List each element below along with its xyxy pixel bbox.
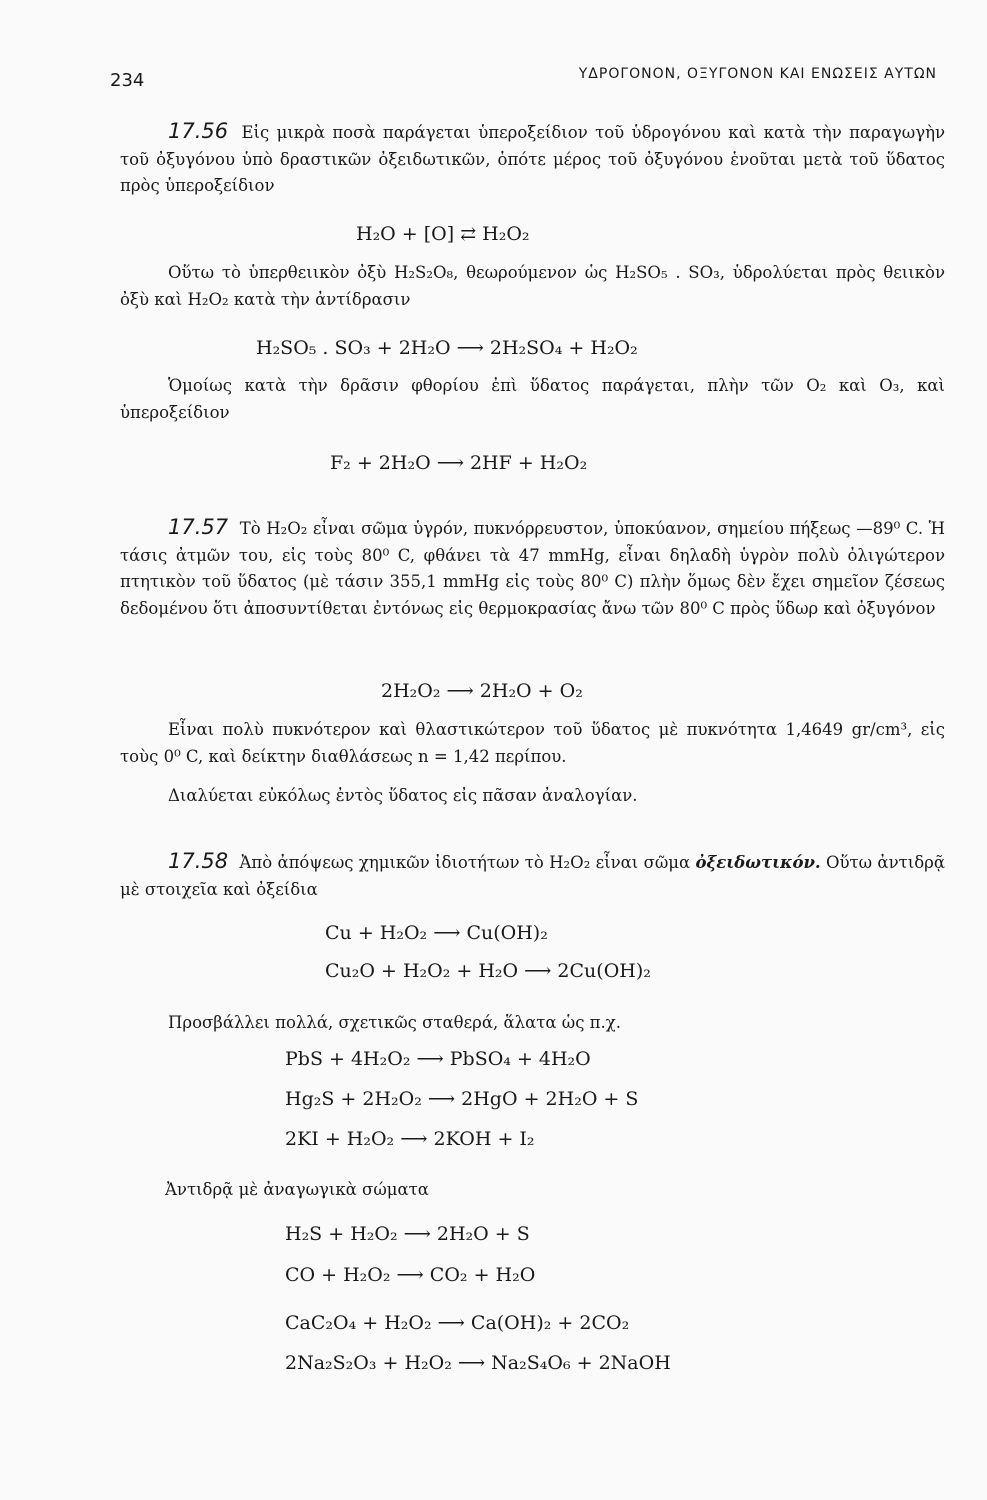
equation: H₂S + H₂O₂ ⟶ 2H₂O + S [285,1223,530,1245]
section-number: 17.57 [168,515,229,539]
paragraph-text: Ὁμοίως κατὰ τὴν δρᾶσιν φθορίου ἐπὶ ὕδατος παράγεται, πλὴν τῶν O₂ καὶ O₃, καὶ ὑπεροξείδιον [120,376,945,422]
equation: PbS + 4H₂O₂ ⟶ PbSO₄ + 4H₂O [285,1048,591,1070]
paragraph-text: Προσβάλλει πολλά, σχετικῶς σταθερά, ἅλατα ὡς π.χ. [168,1013,622,1032]
section-17-57 [120,514,945,622]
paragraph [120,717,945,770]
equation: 2Na₂S₂O₃ + H₂O₂ ⟶ Na₂S₄O₆ + 2NaOH [285,1352,671,1374]
equation: CO + H₂O₂ ⟶ CO₂ + H₂O [285,1264,536,1286]
paragraph-text: Ἀντιδρᾷ μὲ ἀναγωγικὰ σώματα [165,1180,429,1199]
section-17-56 [120,118,945,200]
equation: 2KI + H₂O₂ ⟶ 2KOH + I₂ [285,1128,535,1150]
paragraph-text: Οὕτω ἀντιδρᾷ μὲ στοιχεῖα καὶ ὀξείδια [120,853,945,899]
paragraph [120,1010,945,1037]
equation: 2H₂O₂ ⟶ 2H₂O + O₂ [381,680,583,702]
paragraph-text: Ἀπὸ ἀπόψεως χημικῶν ἰδιοτήτων τὸ H₂O₂ εἶναι σῶμα [239,853,691,872]
equation: F₂ + 2H₂O ⟶ 2HF + H₂O₂ [330,452,588,474]
paragraph [120,783,945,810]
paragraph-text: Τὸ H₂O₂ εἶναι σῶμα ὑγρόν, πυκνόρρευστον, ὑποκύανον, σημείου πήξεως —89⁰ C. Ἡ τάσις ἀτμῶν του, εἰς τοὺς 80⁰ C, φθάνει τὰ 47 mmHg, εἶναι δηλαδὴ ὑγρὸν πολὺ ὀλιγώτερον πτητικὸν τοῦ ὕδατος (μὲ τάσιν 355,1 mmHg εἰς τοὺς 80⁰ C) πλὴν ὅμως δὲν ἔχει σημεῖον ζέσεως δεδομένου ὅτι ἀποσυντίθεται ἐντόνως εἰς θερμοκρασίας ἄνω τῶν 80⁰ C πρὸς ὕδωρ καὶ ὀξυγόνον [120,519,946,618]
equation: H₂O + [O] ⇄ H₂O₂ [356,223,530,245]
paragraph [120,373,945,426]
section-number: 17.58 [168,849,229,873]
running-title: ΥΔΡΟΓΟΝΟΝ, ΟΞΥΓΟΝΟΝ ΚΑΙ ΕΝΩΣΕΙΣ ΑΥΤΩΝ [578,66,937,82]
emphasis-term: ὀξειδωτικόν. [695,853,821,872]
equation: H₂SO₅ . SO₃ + 2H₂O ⟶ 2H₂SO₄ + H₂O₂ [256,337,638,359]
paragraph [120,260,945,313]
equation: Cu + H₂O₂ ⟶ Cu(OH)₂ [325,922,548,944]
paragraph-text: Εἰς μικρὰ ποσὰ παράγεται ὑπεροξείδιον τοῦ ὑδρογόνου καὶ κατὰ τὴν παραγωγὴν τοῦ ὀξυγόνου ὑπὸ δραστικῶν ὀξειδωτικῶν, ὁπότε μέρος τοῦ ὀξυγόνου ἑνοῦται μετὰ τοῦ ὕδατος πρὸς ὑπεροξείδιον [120,123,946,195]
equation: CaC₂O₄ + H₂O₂ ⟶ Ca(OH)₂ + 2CO₂ [285,1312,630,1334]
section-17-58 [120,848,945,903]
paragraph [120,1177,945,1204]
paragraph-text: Εἶναι πολὺ πυκνότερον καὶ θλαστικώτερον τοῦ ὕδατος μὲ πυκνότητα 1,4649 gr/cm³, εἰς τοὺς 0⁰ C, καὶ δείκτην διαθλάσεως n = 1,42 περίπου. [120,720,945,766]
page-number: 234 [110,70,145,91]
equation: Hg₂S + 2H₂O₂ ⟶ 2HgO + 2H₂O + S [285,1088,639,1110]
equation: Cu₂O + H₂O₂ + H₂O ⟶ 2Cu(OH)₂ [325,960,651,982]
section-number: 17.56 [168,119,229,143]
paragraph-text: Διαλύεται εὐκόλως ἐντὸς ὕδατος εἰς πᾶσαν ἀναλογίαν. [168,786,638,805]
paragraph-text: Οὕτω τὸ ὑπερθειικὸν ὀξὺ H₂S₂O₈, θεωρούμενον ὡς H₂SO₅ . SO₃, ὑδρολύεται πρὸς θειικὸν ὀξὺ καὶ H₂O₂ κατὰ τὴν ἀντίδρασιν [120,263,945,309]
